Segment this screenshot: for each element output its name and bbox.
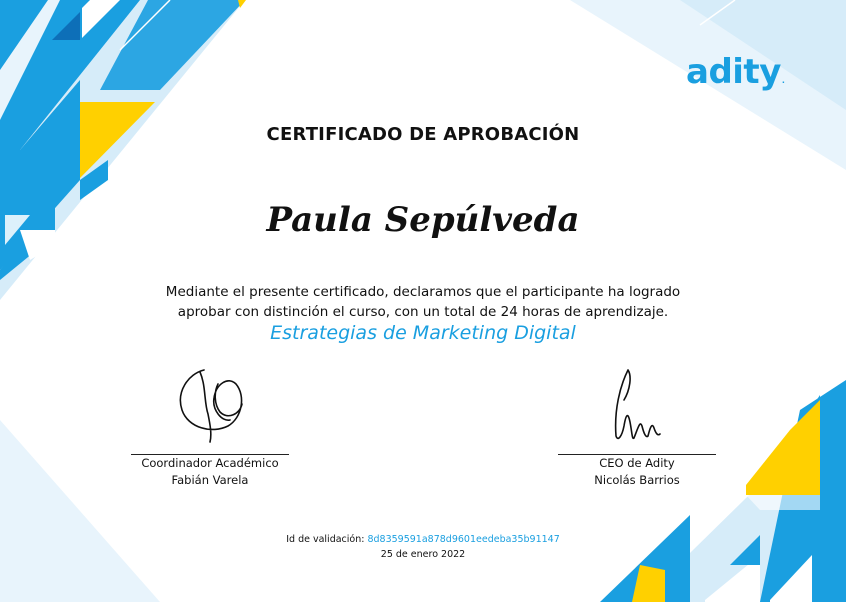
statement-line-2: aprobar con distinción el curso, con un total de 24 horas de aprendizaje. bbox=[177, 304, 669, 320]
signatory-role: Coordinador Académico bbox=[141, 456, 279, 470]
logo-text: adity bbox=[686, 52, 781, 92]
validation-label: Id de validación: bbox=[286, 534, 365, 545]
certificate-statement bbox=[163, 282, 683, 322]
signatory-name: Fabián Varela bbox=[171, 473, 249, 487]
signatory-ceo bbox=[558, 455, 716, 489]
validation-id-row bbox=[0, 532, 846, 547]
course-name: Estrategias de Marketing Digital bbox=[270, 322, 576, 344]
logo-dot: . bbox=[781, 76, 785, 85]
validation-block bbox=[0, 532, 846, 562]
adity-logo bbox=[686, 52, 784, 92]
validation-id[interactable]: 8d8359591a878d9601eedeba35b91147 bbox=[367, 534, 560, 545]
signature-coordinator bbox=[170, 362, 260, 444]
signature-ceo bbox=[606, 366, 666, 446]
statement-line-1: Mediante el presente certificado, declaramos que el participante ha logrado bbox=[165, 284, 681, 300]
certificate-title: CERTIFICADO DE APROBACIÓN bbox=[266, 124, 580, 145]
signatory-role: CEO de Adity bbox=[599, 456, 675, 470]
signatory-coordinator bbox=[131, 455, 289, 489]
recipient-name: Paula Sepúlveda bbox=[266, 200, 580, 240]
issue-date: 25 de enero 2022 bbox=[380, 549, 466, 560]
signatory-name: Nicolás Barrios bbox=[594, 473, 680, 487]
